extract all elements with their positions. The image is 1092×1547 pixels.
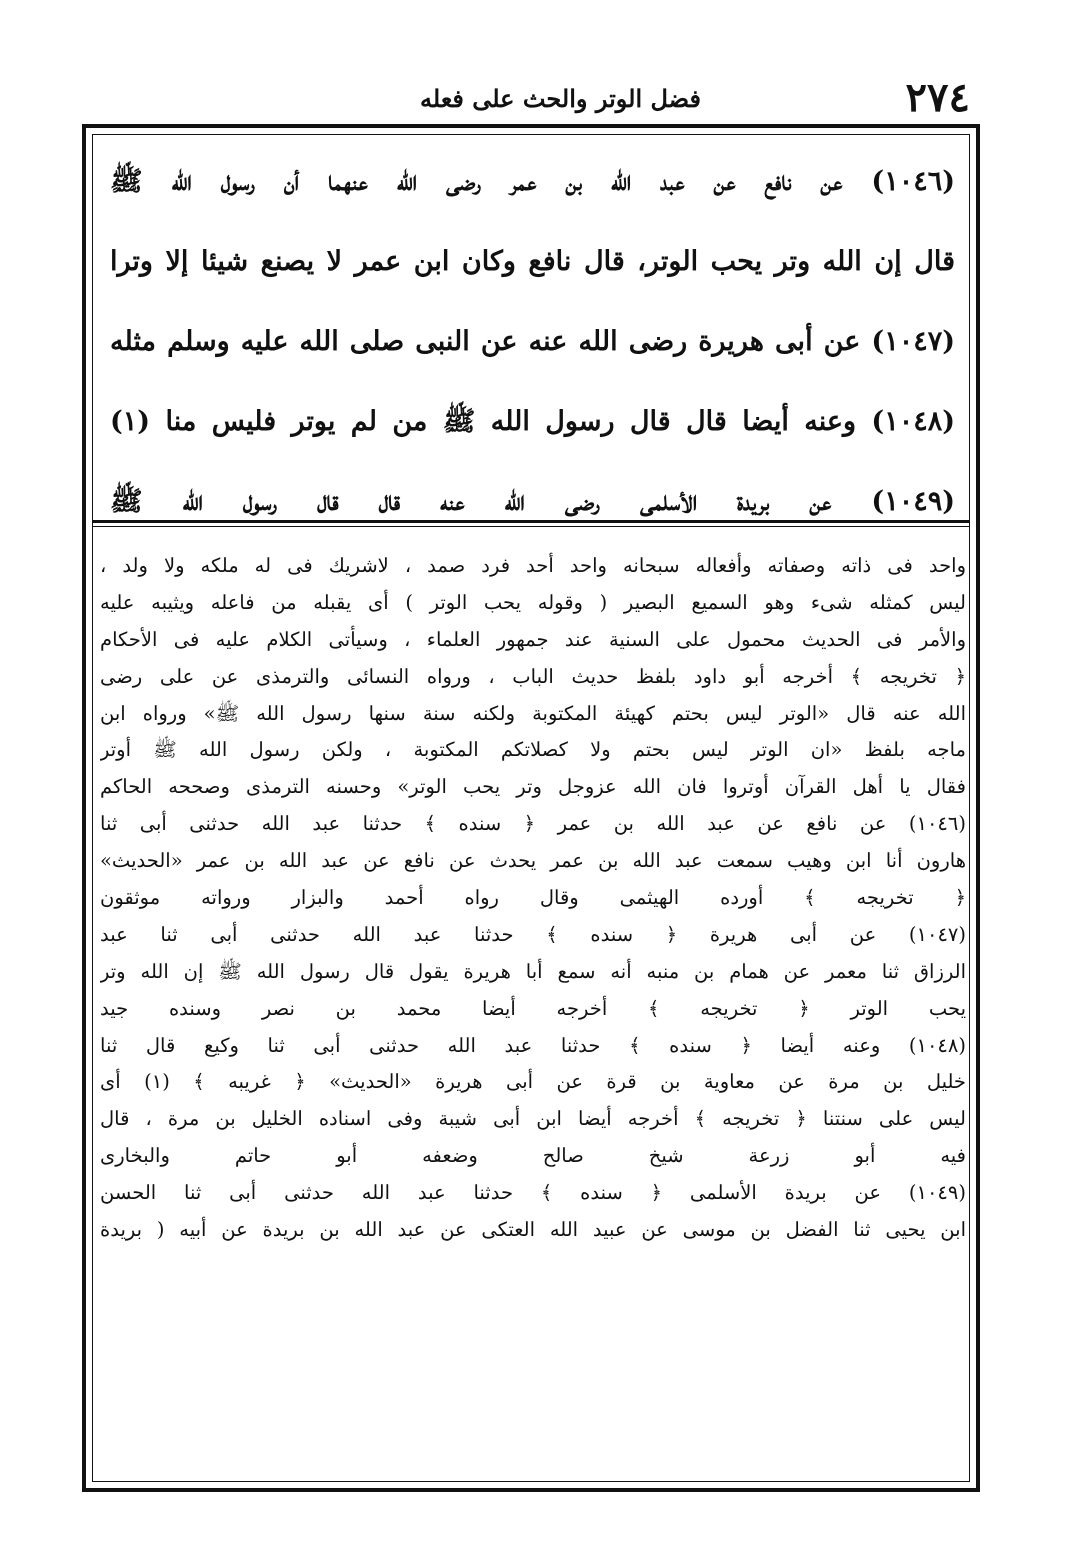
commentary-line: الله عنه قال «الوتر ليس بحتم كهيئة المكتوبة ولكنه سنة سنها رسول الله ﷺ» ورواه ابن <box>100 701 966 725</box>
page-number: ٢٧٤ <box>905 74 970 121</box>
commentary-line: ابن يحيى ثنا الفضل بن موسى عن عبيد الله العتكى عن عبد الله بن بريدة عن أبيه ( بريدة <box>100 1218 966 1242</box>
commentary-line: ﴿ تخريجه ﴾ أخرجه أبو داود بلفظ حديث الباب ، ورواه النسائى والترمذى عن على رضى <box>100 664 966 688</box>
commentary-line: فيه أبو زرعة شيخ صالح وضعفه أبو حاتم والبخارى <box>100 1144 966 1168</box>
section-divider <box>92 520 970 523</box>
hadith-line: (١٠٤٦) عن نافع عن عبد الله بن عمر رضى الله عنهما أن رسول الله ﷺ <box>110 166 955 197</box>
commentary-line: والأمر فى الحديث محمول على السنية عند جمهور العلماء ، وسيأتى الكلام عليه فى الأحكام <box>100 627 966 651</box>
commentary-line: يحب الوتر ﴿ تخريجه ﴾ أخرجه أيضا محمد بن نصر وسنده جيد <box>100 996 966 1020</box>
hadith-line: قال إن الله وتر يحب الوتر، قال نافع وكان ابن عمر لا يصنع شيئا إلا وترا <box>110 246 955 277</box>
commentary-line: فقال يا أهل القرآن أوتروا فان الله عزوجل وتر يحب الوتر» وحسنه الترمذى وصححه الحاكم <box>100 775 966 799</box>
commentary-line: الرزاق ثنا معمر عن همام بن منبه أنه سمع أبا هريرة يقول قال رسول الله ﷺ إن الله وتر <box>100 959 966 983</box>
hadith-line: (١٠٤٨) وعنه أيضا قال قال رسول الله ﷺ من لم يوتر فليس منا (١) <box>110 406 955 437</box>
hadith-line: (١٠٤٩) عن بريدة الأسلمى رضى الله عنه قال قال رسول الله ﷺ <box>110 486 955 517</box>
commentary-line: ليس على سنتنا ﴿ تخريجه ﴾ أخرجه أيضا ابن أبى شيبة وفى اسناده الخليل بن مرة ، قال <box>100 1107 966 1131</box>
commentary-line: (١٠٤٩) عن بريدة الأسلمى ﴿ سنده ﴾ حدثنا عبد الله حدثنى أبى ثنا الحسن <box>100 1181 966 1205</box>
hadith-line: (١٠٤٧) عن أبى هريرة رضى الله عنه عن النبى صلى الله عليه وسلم مثله <box>110 326 955 357</box>
section-divider-thin <box>92 526 970 527</box>
commentary-block <box>100 548 966 1249</box>
commentary-line: ليس كمثله شىء وهو السميع البصير ( وقوله يحب الوتر ) أى يقبله من فاعله ويثيبه عليه <box>100 590 966 614</box>
commentary-line: واحد فى ذاته وصفاته وأفعاله سبحانه واحد أحد فرد صمد ، لاشريك فى له ملكه ولا ولد ، <box>100 554 966 577</box>
hadith-text-block <box>110 142 955 542</box>
commentary-line: ﴿ تخريجه ﴾ أورده الهيثمى وقال رواه أحمد والبزار ورواته موثقون <box>100 886 966 910</box>
page-header <box>90 74 970 124</box>
commentary-line: (١٠٤٨) وعنه أيضا ﴿ سنده ﴾ حدثنا عبد الله حدثنى أبى ثنا وكيع قال ثنا <box>100 1033 966 1057</box>
commentary-line: (١٠٤٧) عن أبى هريرة ﴿ سنده ﴾ حدثنا عبد الله حدثنى أبى ثنا عبد <box>100 922 966 946</box>
commentary-line: هارون أنا ابن وهيب سمعت عبد الله بن عمر يحدث عن نافع عن عبد الله بن عمر «الحديث» <box>100 849 966 873</box>
commentary-line: ماجه بلفظ «ان الوتر ليس بحتم ولا كصلاتكم المكتوبة ، ولكن رسول الله ﷺ أوتر <box>100 738 966 762</box>
commentary-line: خليل بن مرة عن معاوية بن قرة عن أبى هريرة «الحديث» ﴿ غريبه ﴾ (١) أى <box>100 1070 966 1094</box>
commentary-line: (١٠٤٦) عن نافع عن عبد الله بن عمر ﴿ سنده ﴾ حدثنا عبد الله حدثنى أبى ثنا <box>100 812 966 836</box>
running-title: فضل الوتر والحث على فعله <box>420 84 701 113</box>
